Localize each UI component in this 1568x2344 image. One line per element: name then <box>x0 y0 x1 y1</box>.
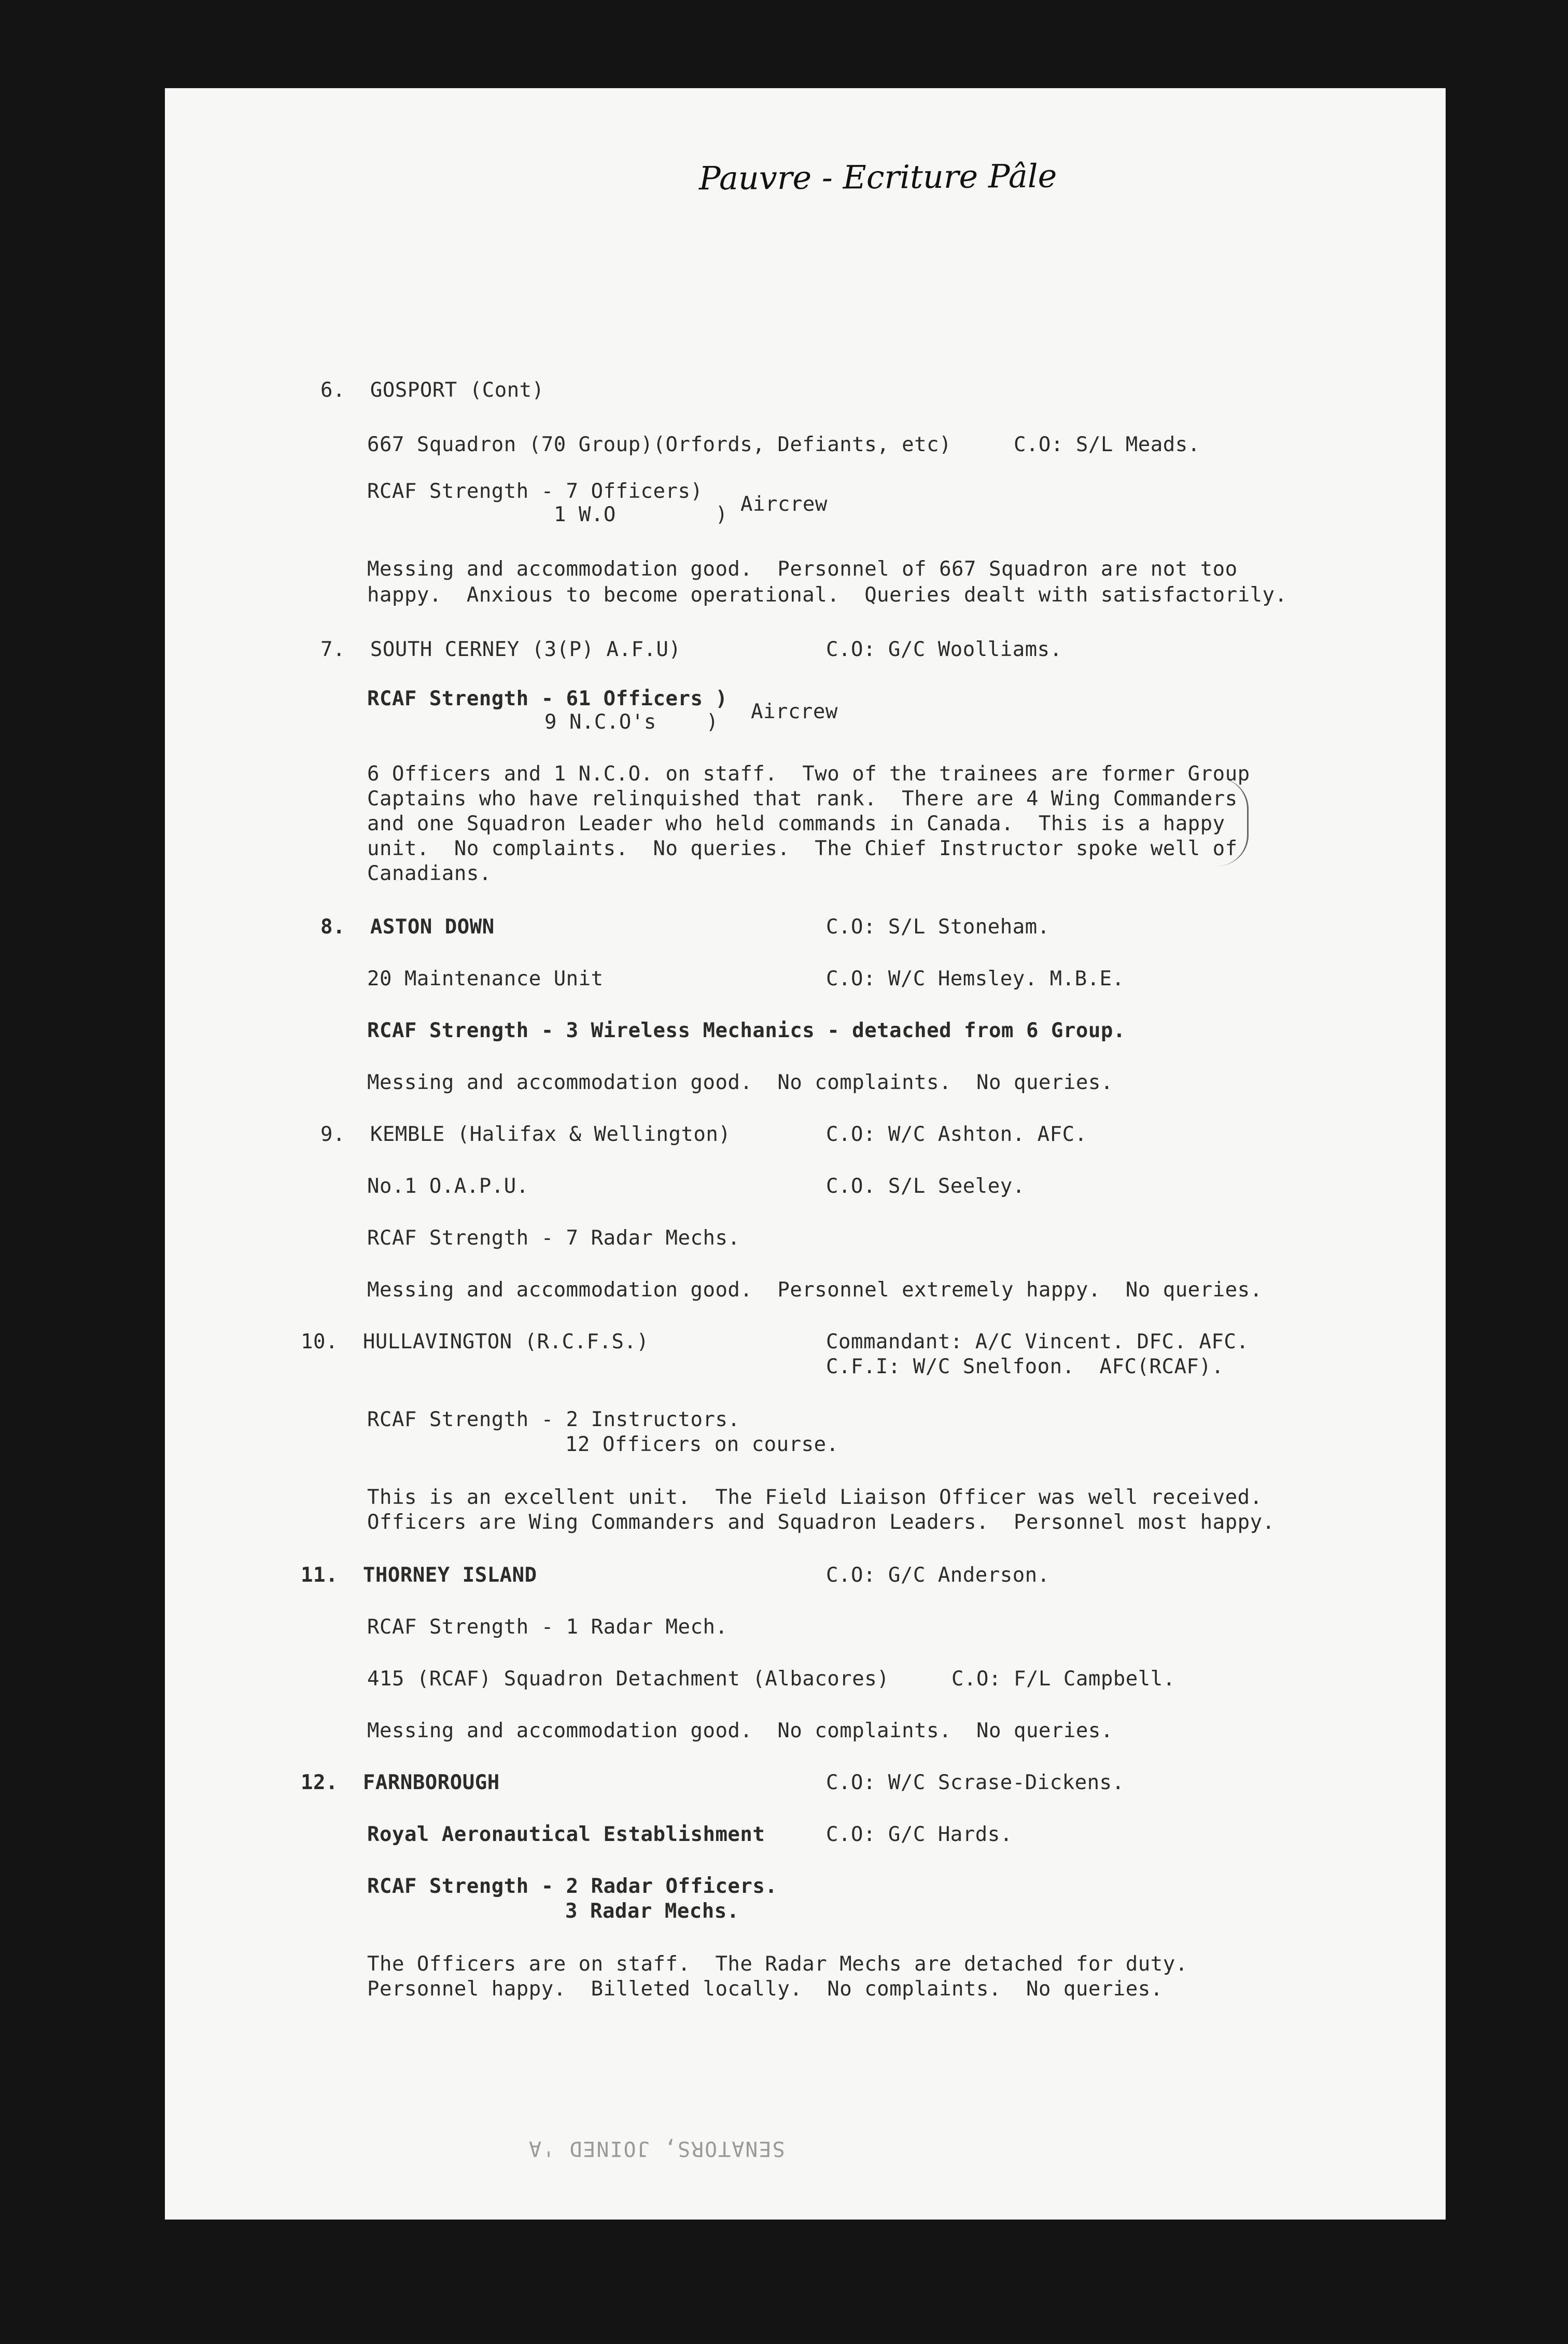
text-line: 6. GOSPORT (Cont) <box>320 379 544 402</box>
text-line: 667 Squadron (70 Group)(Orfords, Defiants, etc) C.O: S/L Meads. <box>367 433 1200 456</box>
handwritten-note: Pauvre - Ecriture Pâle <box>698 157 1057 198</box>
text-line: 8. ASTON DOWN <box>320 915 495 939</box>
text-line: Messing and accommodation good. No complaints. No queries. <box>367 1719 1113 1742</box>
text-line: 12 Officers on course. <box>565 1433 839 1456</box>
document-page <box>165 88 1446 2220</box>
text-line: happy. Anxious to become operational. Queries dealt with satisfactorily. <box>367 583 1287 607</box>
text-line: unit. No complaints. No queries. The Chief Instructor spoke well of <box>367 837 1238 860</box>
text-line: RCAF Strength - 7 Officers) <box>367 480 703 503</box>
text-line: RCAF Strength - 7 Radar Mechs. <box>367 1226 740 1250</box>
text-line: RCAF Strength - 1 Radar Mech. <box>367 1615 728 1639</box>
text-line: 12. FARNBOROUGH <box>301 1771 500 1794</box>
text-line: Canadians. <box>367 862 492 885</box>
margin-mark <box>1216 778 1249 866</box>
text-line: 7. SOUTH CERNEY (3(P) A.F.U) <box>320 638 681 661</box>
text-line: Messing and accommodation good. No complaints. No queries. <box>367 1071 1113 1094</box>
text-line: RCAF Strength - 3 Wireless Mechanics - detached from 6 Group. <box>367 1019 1126 1042</box>
text-line: C.O: S/L Stoneham. <box>826 915 1050 939</box>
text-line: Captains who have relinquished that rank. There are 4 Wing Commanders <box>367 787 1238 811</box>
text-line: C.O: W/C Scrase-Dickens. <box>826 1771 1125 1794</box>
text-line: and one Squadron Leader who held commands in Canada. This is a happy <box>367 812 1225 835</box>
text-line: This is an excellent unit. The Field Liaison Officer was well received. <box>367 1486 1263 1509</box>
text-line: Aircrew <box>751 700 838 723</box>
text-line: Commandant: A/C Vincent. DFC. AFC. <box>826 1330 1249 1354</box>
bleed-through-text: SENATORS, JOINED 'A <box>528 2137 785 2160</box>
text-line: 3 Radar Mechs. <box>565 1900 739 1923</box>
text-line: C.O: G/C Hards. <box>826 1823 1013 1846</box>
text-line: Royal Aeronautical Establishment <box>367 1823 765 1846</box>
text-line: C.O. S/L Seeley. <box>826 1175 1025 1198</box>
text-line: C.O: G/C Woolliams. <box>826 638 1062 661</box>
text-line: RCAF Strength - 61 Officers ) <box>367 687 728 710</box>
text-line: 9 N.C.O's ) <box>544 710 719 734</box>
text-line: 415 (RCAF) Squadron Detachment (Albacores) C.O: F/L Campbell. <box>367 1667 1175 1691</box>
text-line: 20 Maintenance Unit <box>367 967 604 990</box>
text-line: C.F.I: W/C Snelfoon. AFC(RCAF). <box>826 1355 1224 1378</box>
text-line: 1 W.O ) <box>554 503 728 526</box>
text-line: 6 Officers and 1 N.C.O. on staff. Two of the trainees are former Group <box>367 762 1250 786</box>
text-line: Messing and accommodation good. Personnel of 667 Squadron are not too <box>367 557 1238 581</box>
text-line: C.O: W/C Hemsley. M.B.E. <box>826 967 1125 990</box>
text-line: Aircrew <box>740 493 828 516</box>
text-line: RCAF Strength - 2 Radar Officers. <box>367 1875 778 1898</box>
text-line: The Officers are on staff. The Radar Mechs are detached for duty. <box>367 1952 1188 1976</box>
text-line: C.O: G/C Anderson. <box>826 1564 1050 1587</box>
text-line: Messing and accommodation good. Personnel extremely happy. No queries. <box>367 1278 1263 1302</box>
text-line: Officers are Wing Commanders and Squadron Leaders. Personnel most happy. <box>367 1511 1275 1534</box>
text-line: C.O: W/C Ashton. AFC. <box>826 1123 1087 1146</box>
text-line: 10. HULLAVINGTON (R.C.F.S.) <box>301 1330 649 1354</box>
text-line: No.1 O.A.P.U. <box>367 1175 529 1198</box>
text-line: RCAF Strength - 2 Instructors. <box>367 1408 740 1431</box>
text-line: 11. THORNEY ISLAND <box>301 1564 537 1587</box>
text-line: Personnel happy. Billeted locally. No complaints. No queries. <box>367 1977 1163 2001</box>
text-line: 9. KEMBLE (Halifax & Wellington) <box>320 1123 731 1146</box>
